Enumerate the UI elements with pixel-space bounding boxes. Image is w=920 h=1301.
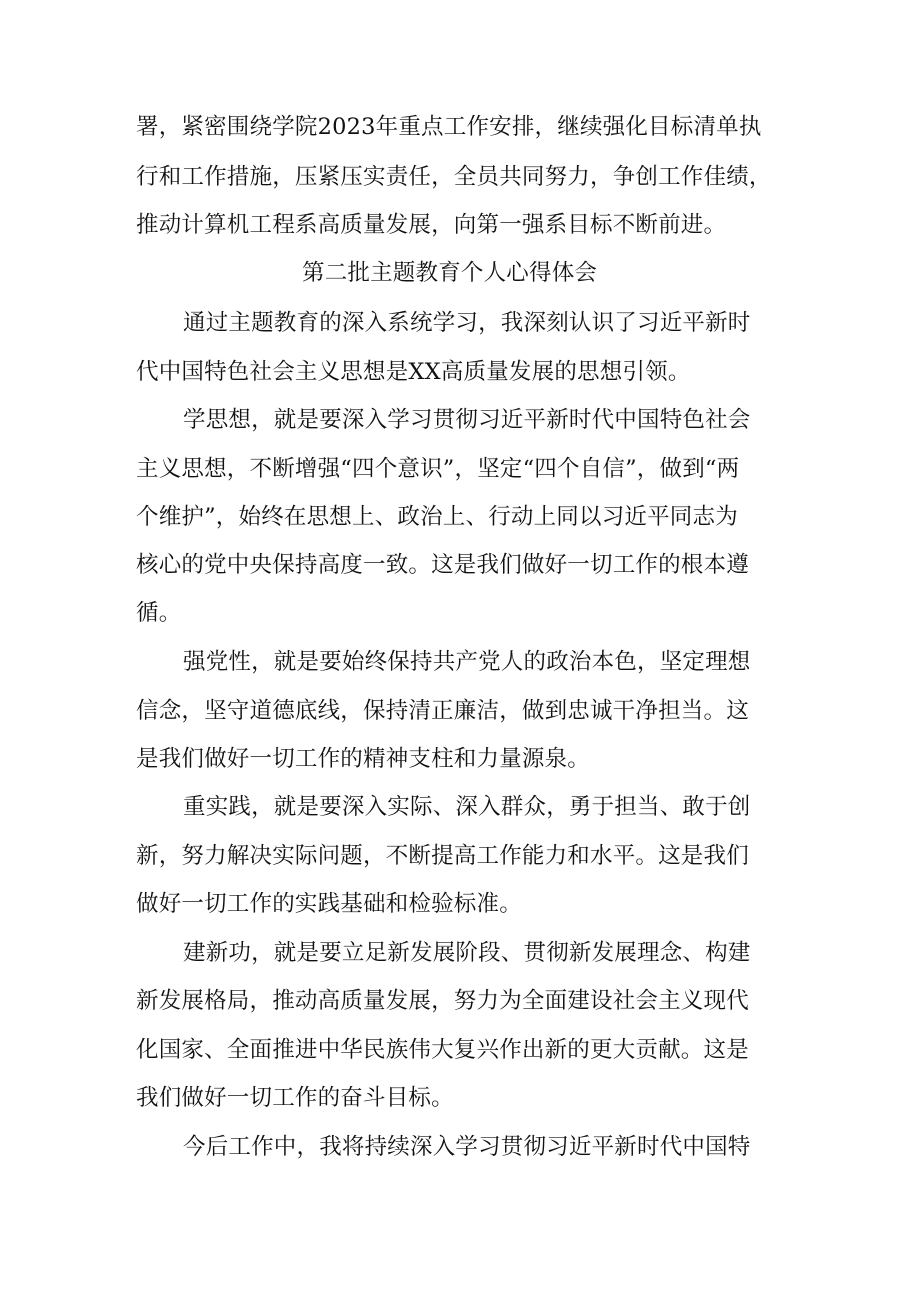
paragraph-line: 主义思想，不断增强“四个意识”，坚定“四个自信”，做到“两 — [136, 456, 740, 482]
paragraph-line: 新发展格局，推动高质量发展，努力为全面建设社会主义现代 — [136, 988, 749, 1014]
paragraph-line: 做好一切工作的实践基础和检验标准。 — [136, 891, 522, 917]
intro-line: 行和工作措施，压紧压实责任，全员共同努力，争创工作佳绩， — [136, 164, 772, 190]
paragraph-line: 新，努力解决实际问题，不断提高工作能力和水平。这是我们 — [136, 843, 749, 869]
intro-line: 署，紧密围绕学院2023年重点工作安排，继续强化目标清单执 — [136, 114, 762, 140]
paragraph-line: 通过主题教育的深入系统学习，我深刻认识了习近平新时 — [183, 310, 751, 336]
paragraph-line: 建新功，就是要立足新发展阶段、贯彻新发展理念、构建 — [183, 940, 751, 966]
paragraph-line: 强党性，就是要始终保持共产党人的政治本色，坚定理想 — [183, 649, 751, 675]
intro-line: 推动计算机工程系高质量发展，向第一强系目标不断前进。 — [136, 212, 727, 238]
paragraph-line: 今后工作中，我将持续深入学习贯彻习近平新时代中国特 — [183, 1134, 751, 1160]
paragraph-line: 学思想，就是要深入学习贯彻习近平新时代中国特色社会 — [183, 407, 751, 433]
paragraph-line: 核心的党中央保持高度一致。这是我们做好一切工作的根本遵 — [136, 552, 749, 578]
paragraph-line: 信念，坚守道德底线，保持清正廉洁，做到忠诚干净担当。这 — [136, 698, 749, 724]
paragraph-line: 重实践，就是要深入实际、深入群众，勇于担当、敢于创 — [183, 794, 751, 820]
document-title: 第二批主题教育个人心得体会 — [302, 260, 598, 286]
paragraph-line: 化国家、全面推进中华民族伟大复兴作出新的更大贡献。这是 — [136, 1037, 749, 1063]
paragraph-line: 是我们做好一切工作的精神支柱和力量源泉。 — [136, 746, 591, 772]
paragraph-line: 我们做好一切工作的奋斗目标。 — [136, 1085, 454, 1111]
paragraph-line: 代中国特色社会主义思想是XX高质量发展的思想引领。 — [136, 359, 691, 385]
paragraph-line: 个维护”，始终在思想上、政治上、行动上同以习近平同志为 — [136, 504, 738, 530]
paragraph-line: 循。 — [136, 600, 182, 626]
